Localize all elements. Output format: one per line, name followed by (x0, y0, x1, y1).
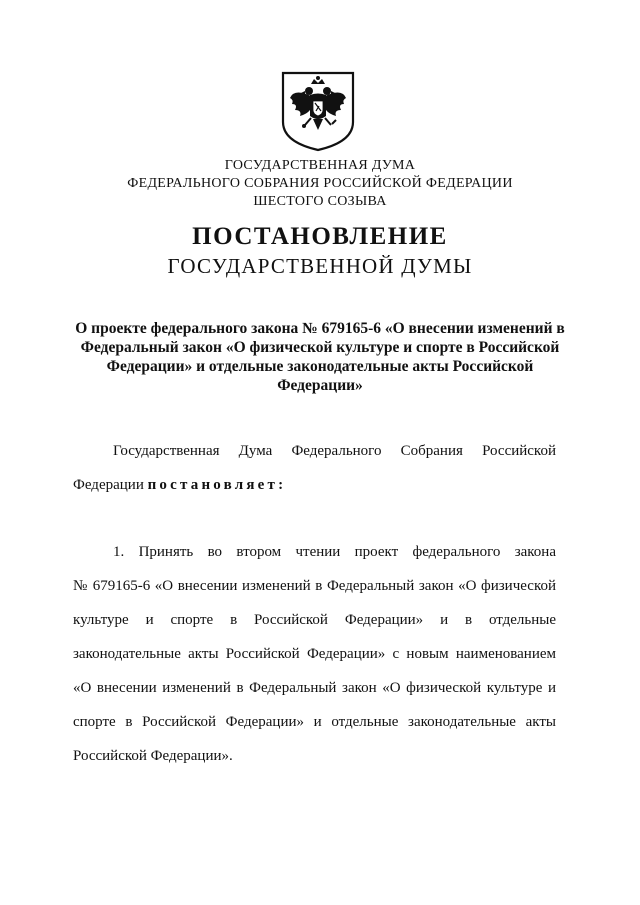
subject-line-4: Федерации» (277, 377, 363, 394)
coat-of-arms-icon (280, 70, 356, 152)
organization-header (0, 157, 640, 211)
document-title: ПОСТАНОВЛЕНИЕ (192, 223, 448, 250)
item-1-line-2: № 679165-6 «О внесении изменений в Федеральный закон «О физической (73, 578, 556, 594)
item-1-line-5: «О внесении изменений в Федеральный закон «О физической культуре и (73, 680, 556, 696)
org-line-1: ГОСУДАРСТВЕННАЯ ДУМА (224, 158, 416, 173)
item-1-line-4: законодательные акты Российской Федерации» с новым наименованием (73, 646, 556, 662)
org-line-3: ШЕСТОГО СОЗЫВА (253, 194, 387, 209)
document-subtitle: ГОСУДАРСТВЕННОЙ ДУМЫ (167, 254, 473, 278)
item-1-line-3: культуре и спорте в Российской Федерации» и в отдельные (73, 612, 556, 628)
subject-line-2: Федеральный закон «О физической культуре и спорте в Российской (80, 339, 560, 356)
item-1-line-7: Российской Федерации». (73, 748, 233, 764)
subject-line-1: О проекте федерального закона № 679165-6 «О внесении изменений в (75, 320, 565, 337)
preamble-line-2 (73, 468, 556, 502)
preamble-decree-word: постановляет: (147, 477, 287, 493)
subject-line-3: Федерации» и отдельные законодательные акты Российской (106, 358, 534, 375)
preamble-text: Федерации (73, 477, 148, 493)
item-1-paragraph (73, 535, 556, 773)
item-1-line-6: спорте в Российской Федерации» и отдельные законодательные акты (73, 714, 556, 730)
item-1-line-1: 1. Принять во втором чтении проект федерального закона (113, 544, 556, 560)
org-line-2: ФЕДЕРАЛЬНОГО СОБРАНИЯ РОССИЙСКОЙ ФЕДЕРАЦИИ (127, 176, 513, 191)
resolution-subject (70, 319, 570, 395)
preamble-line-1: Государственная Дума Федерального Собрания Российской (113, 443, 556, 459)
preamble-paragraph (73, 434, 556, 502)
